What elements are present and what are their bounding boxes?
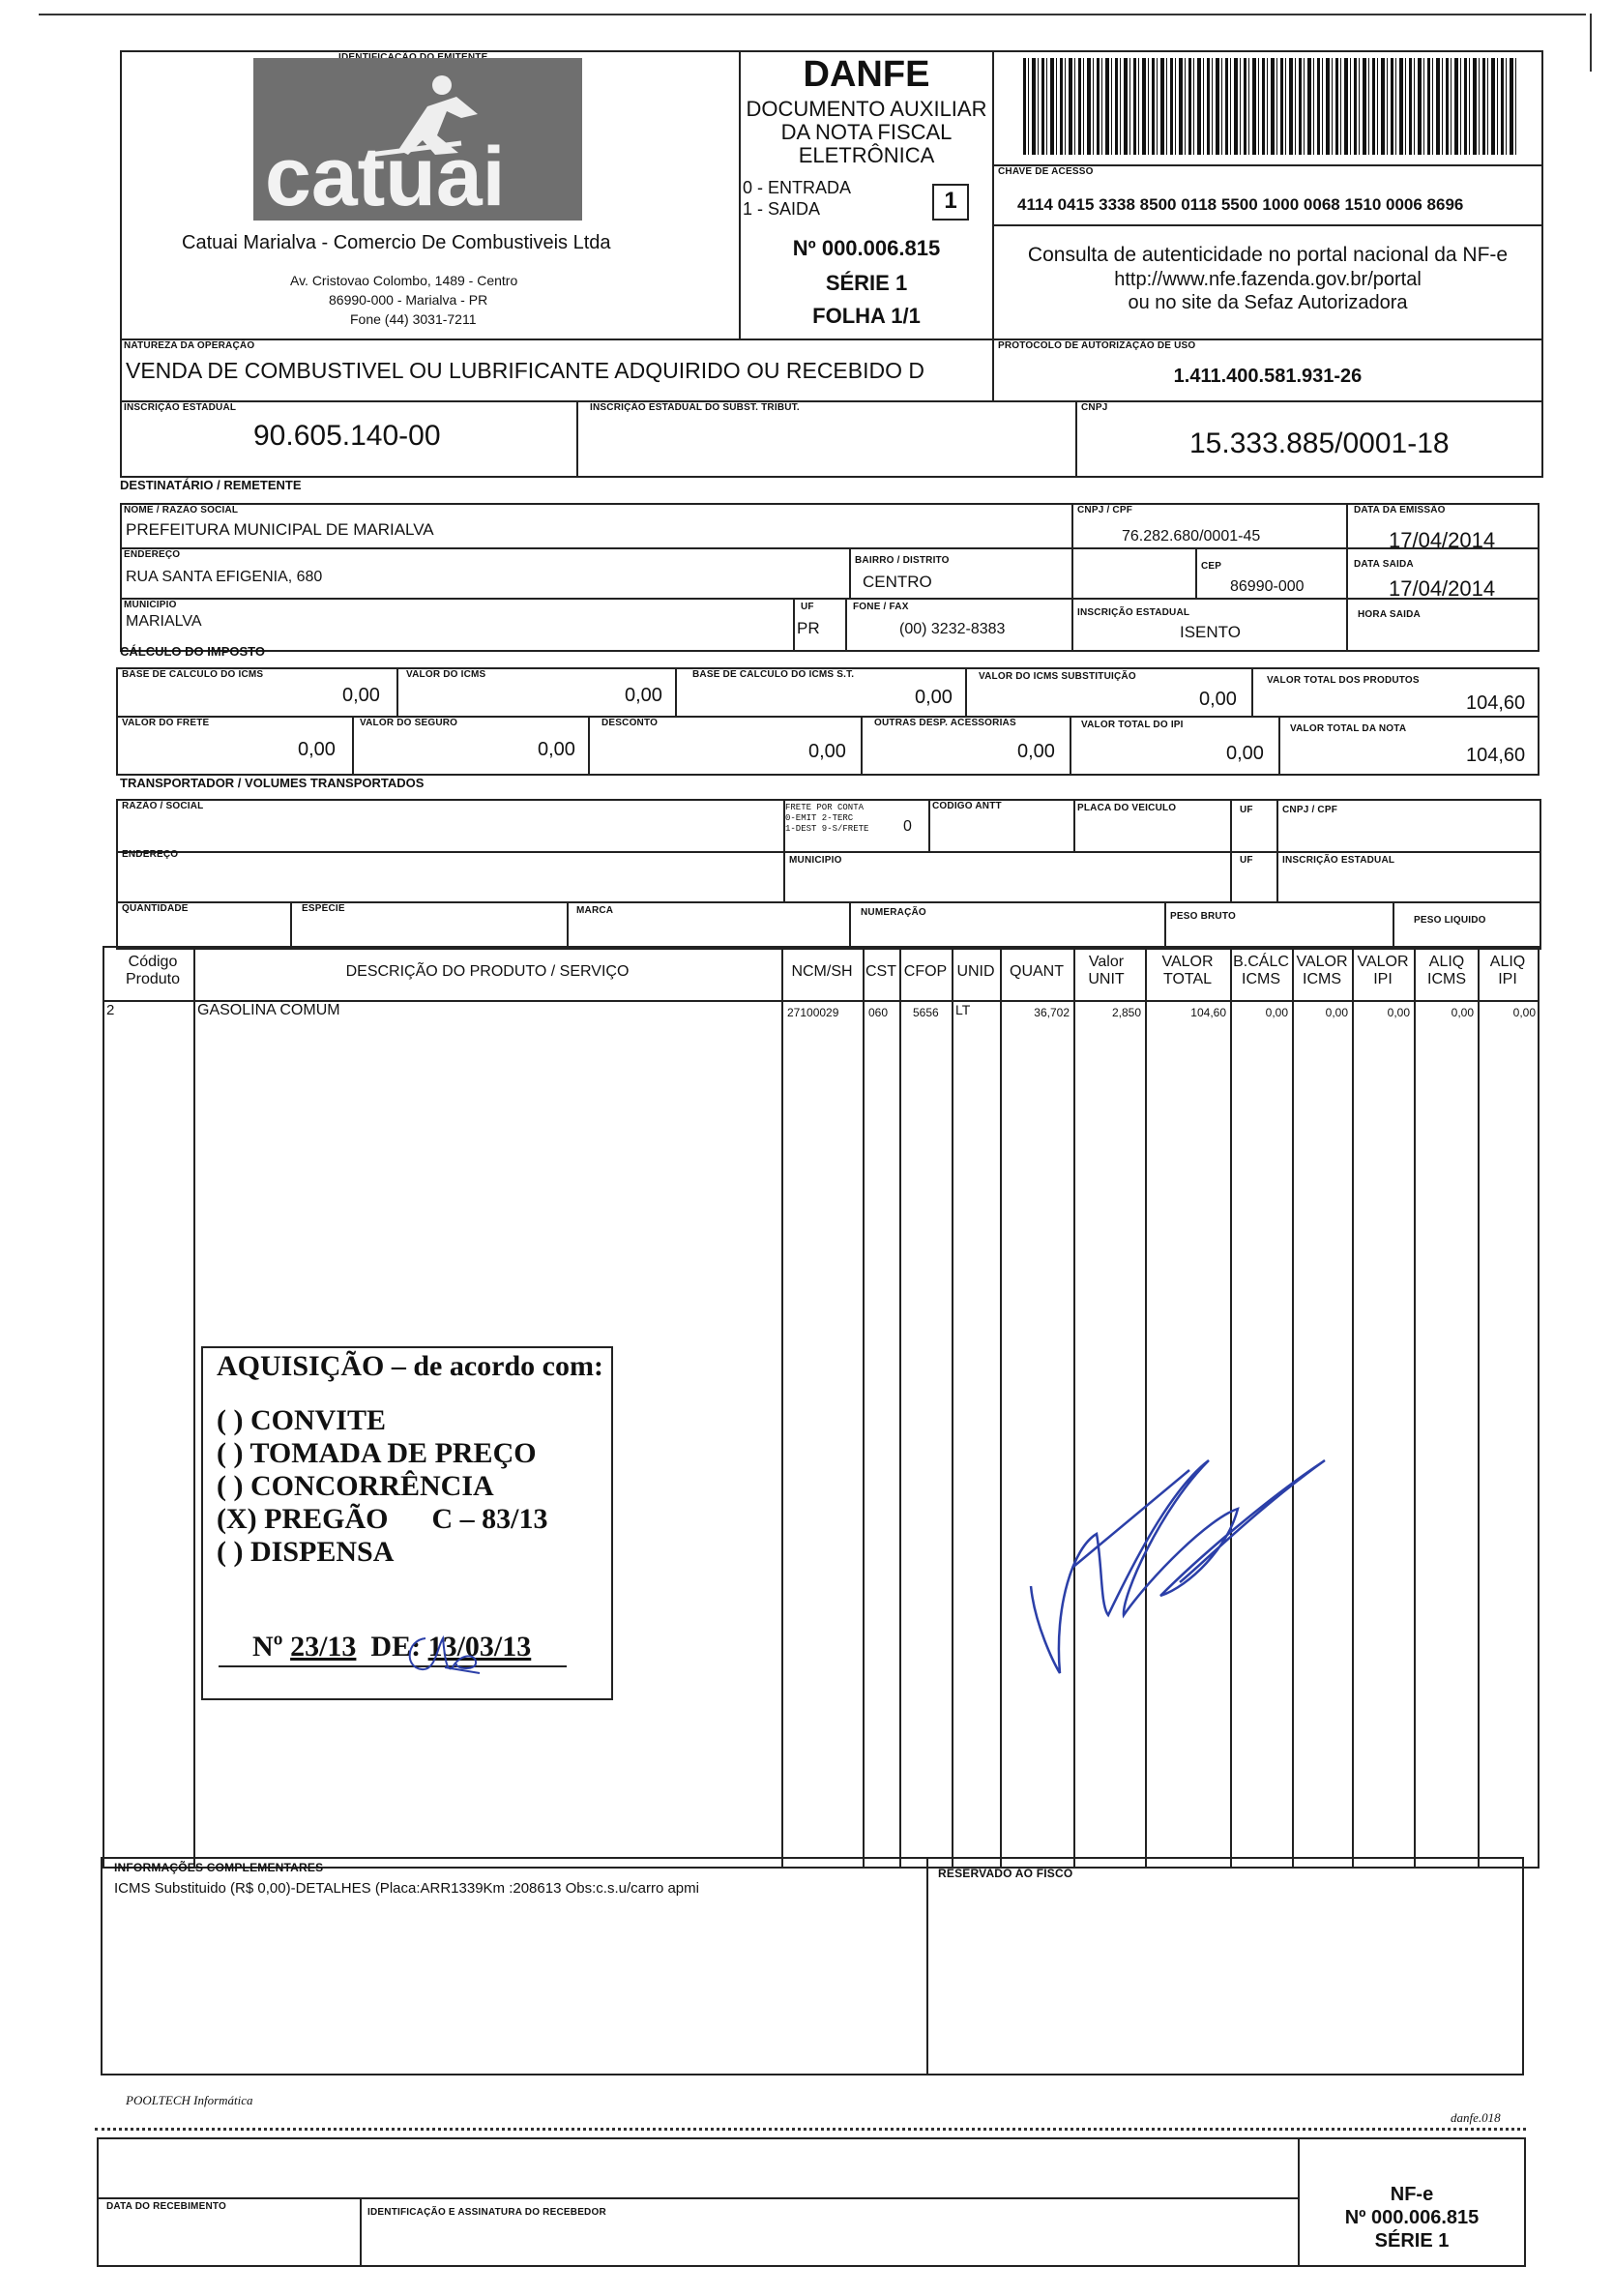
dest-ie-label: INSCRIÇÃO ESTADUAL	[1077, 607, 1190, 618]
th-aliq-ipi: ALIQ IPI	[1489, 954, 1526, 987]
stamp-dispensa: ( ) DISPENSA	[217, 1536, 395, 1568]
emit-cnpj-value: 15.333.885/0001-18	[1189, 427, 1450, 459]
frete-por-conta	[785, 803, 868, 835]
p-col-11	[1352, 946, 1354, 1869]
row-valor-unit: 2,850	[1111, 1006, 1141, 1019]
dest-saida: 17/04/2014	[1389, 576, 1496, 601]
danfe-serie: SÉRIE 1	[825, 271, 908, 295]
protocolo-label: PROTOCOLO DE AUTORIZAÇÃO DE USO	[998, 340, 1196, 351]
p-col-5	[952, 946, 953, 1869]
natureza-label: NATUREZA DA OPERAÇÃO	[124, 340, 255, 351]
dest-row-sep-2	[120, 598, 1540, 600]
imp-c1	[396, 667, 398, 716]
trans-c2	[928, 799, 930, 851]
chave-value: 4114 0415 3338 8500 0118 5500 1000 0068 1510 0006 8696	[1017, 195, 1464, 214]
ie-label: INSCRIÇÃO ESTADUAL	[124, 402, 237, 413]
trans-endereco-label: ENDEREÇO	[122, 849, 179, 860]
initials-handwriting	[387, 1629, 493, 1687]
dest-col-cep	[1195, 547, 1197, 598]
scan-edge-right	[1590, 14, 1592, 72]
trans-c4	[1230, 799, 1232, 903]
vol-c4	[1164, 901, 1166, 950]
danfe-entrada: 0 - ENTRADA	[743, 178, 852, 197]
imposto-row-sep	[116, 716, 1540, 718]
trans-c5	[1276, 799, 1278, 903]
row-cfop: 5656	[913, 1006, 939, 1019]
seguro-label: VALOR DO SEGURO	[360, 718, 458, 728]
imposto-section: CÁLCULO DO IMPOSTO	[120, 644, 265, 659]
dest-fone-label: FONE / FAX	[853, 602, 909, 612]
p-col-1	[193, 946, 195, 1869]
stamp-num-prefix: Nº	[252, 1631, 291, 1663]
row-aliq-icms: 0,00	[1451, 1006, 1474, 1019]
ipi-label: VALOR TOTAL DO IPI	[1081, 720, 1184, 730]
peso-bruto-label: PESO BRUTO	[1170, 911, 1236, 922]
stamp-title: AQUISIÇÃO – de acordo com:	[217, 1350, 603, 1382]
frete-line-1: FRETE POR CONTA	[785, 803, 865, 812]
dest-col-cnpj	[1071, 503, 1073, 652]
dest-nome: PREFEITURA MUNICIPAL DE MARIALVA	[126, 520, 434, 539]
vol-c3	[849, 901, 851, 950]
company-logo	[253, 58, 582, 221]
protocolo-value: 1.411.400.581.931-26	[1173, 366, 1363, 387]
peso-liquido-label: PESO LIQUIDO	[1414, 915, 1486, 926]
info-text: ICMS Substituido (R$ 0,00)-DETALHES (Placa:ARR1339Km :208613 Obs:c.s.u/carro apmi	[114, 1880, 699, 1897]
th-bc-icms: B.CÁLC ICMS	[1233, 954, 1289, 987]
trans-uf-label: UF	[1240, 805, 1253, 815]
ie-st-label: INSCRIÇÃO ESTADUAL DO SUBST. TRIBUT.	[590, 402, 800, 413]
desconto: 0,00	[808, 741, 846, 762]
th-quant: QUANT	[1010, 963, 1064, 980]
emitente-endereco: Av. Cristovao Colombo, 1489 - Centro	[290, 273, 518, 288]
chave-label: CHAVE DE ACESSO	[998, 166, 1094, 177]
imp-d3	[861, 716, 863, 776]
transportador-section: TRANSPORTADOR / VOLUMES TRANSPORTADOS	[120, 776, 425, 790]
row-quant: 36,702	[1034, 1006, 1070, 1019]
qtd-label: QUANTIDADE	[122, 903, 189, 914]
imp-c4	[1251, 667, 1253, 716]
consulta-2: http://www.nfe.fazenda.gov.br/portal	[1114, 269, 1422, 290]
canhoto-numero: Nº 000.006.815	[1344, 2207, 1480, 2228]
natureza-value: VENDA DE COMBUSTIVEL OU LUBRIFICANTE ADQUIRIDO OU RECEBIDO D	[126, 358, 925, 383]
total-nota-label: VALOR TOTAL DA NOTA	[1290, 723, 1407, 734]
trans-razao-label: RAZÃO / SOCIAL	[122, 801, 204, 811]
th-unid: UNID	[956, 963, 995, 980]
dest-uf: PR	[797, 619, 820, 637]
ie-value: 90.605.140-00	[253, 420, 441, 452]
emit-cnpj-label: CNPJ	[1081, 402, 1108, 413]
imp-c2	[675, 667, 677, 716]
antt-label: CODIGO ANTT	[932, 801, 1002, 811]
p-col-6	[1000, 946, 1002, 1869]
th-valor-total: VALOR TOTAL	[1161, 954, 1214, 987]
th-cfop: CFOP	[903, 963, 948, 980]
rec-assinatura-label: IDENTIFICAÇÃO E ASSINATURA DO RECEBEDOR	[367, 2207, 606, 2218]
th-valor-unit: Valor UNIT	[1088, 954, 1125, 987]
trans-row-sep	[116, 851, 1541, 853]
th-descricao: DESCRIÇÃO DO PRODUTO / SERVIÇO	[345, 963, 630, 980]
stamp-concorrencia: ( ) CONCORRÊNCIA	[217, 1470, 494, 1502]
dest-endereco: RUA SANTA EFIGENIA, 680	[126, 569, 323, 585]
frete-line-3: 1-DEST 9-S/FRETE	[785, 824, 869, 834]
destinatario-section: DESTINATÁRIO / REMETENTE	[120, 478, 302, 492]
dest-bairro: CENTRO	[863, 573, 932, 591]
danfe-tipo: 1	[944, 188, 957, 214]
row-valor-total: 104,60	[1190, 1006, 1226, 1019]
placa-label: PLACA DO VEICULO	[1077, 803, 1177, 813]
bc-st: 0,00	[915, 687, 953, 708]
dest-fone: (00) 3232-8383	[899, 621, 1006, 637]
trans-c3	[1073, 799, 1075, 851]
total-prod-label: VALOR TOTAL DOS PRODUTOS	[1267, 675, 1420, 686]
danfe-subtitle-2: DA NOTA FISCAL	[780, 120, 953, 144]
dest-cnpj: 76.282.680/0001-45	[1122, 528, 1261, 545]
vol-c1	[290, 901, 292, 950]
frete-line-2: 0-EMIT 2-TERC	[785, 813, 854, 823]
p-col-4	[899, 946, 901, 1869]
dest-emissao: 17/04/2014	[1389, 528, 1496, 552]
stamp-num: 23/13	[290, 1631, 357, 1663]
imp-d2	[588, 716, 590, 776]
total-nota: 104,60	[1466, 745, 1526, 766]
scan-edge-top	[39, 14, 1586, 15]
especie-label: ESPÉCIE	[302, 903, 345, 914]
bc-st-label: BASE DE CALCULO DO ICMS S.T.	[692, 669, 855, 680]
dest-cep: 86990-000	[1230, 578, 1305, 595]
ipi: 0,00	[1226, 743, 1264, 764]
danfe-subtitle-1: DOCUMENTO AUXILIAR	[746, 97, 987, 121]
stamp-de: DE:	[356, 1631, 428, 1663]
trans-ie-label: INSCRIÇÃO ESTADUAL	[1282, 855, 1395, 866]
runner-logo-icon	[253, 58, 582, 221]
outras: 0,00	[1017, 741, 1055, 762]
trans-municipio-label: MUNICIPIO	[789, 855, 842, 866]
icms-st: 0,00	[1199, 689, 1237, 710]
danfe-numero: Nº 000.006.815	[792, 236, 941, 260]
chave-sep-2	[992, 224, 1543, 226]
th-cst: CST	[865, 963, 896, 980]
th-ncm: NCM/SH	[791, 963, 853, 980]
dest-bairro-label: BAIRRO / DISTRITO	[855, 555, 950, 566]
row-bc-icms: 0,00	[1265, 1006, 1288, 1019]
stamp-convite: ( ) CONVITE	[217, 1404, 387, 1436]
icms-st-label: VALOR DO ICMS SUBSTITUIÇÃO	[979, 671, 1136, 682]
danfe-subtitle-3: ELETRÔNICA	[798, 143, 935, 167]
form-code: danfe.018	[1451, 2110, 1501, 2125]
row-aliq-ipi: 0,00	[1512, 1006, 1536, 1019]
emitente-cidade: 86990-000 - Marialva - PR	[329, 292, 488, 308]
ie-sep-1	[576, 400, 578, 478]
th-codigo: Código Produto	[125, 954, 181, 987]
stamp-data: 13/03/13	[427, 1631, 532, 1663]
marca-label: MARCA	[576, 905, 614, 916]
rec-col-1	[360, 2197, 362, 2267]
dest-col-bairro	[849, 547, 851, 598]
consulta-1: Consulta de autenticidade no portal nacional da NF-e	[1027, 244, 1509, 266]
imp-d1	[352, 716, 354, 776]
th-valor-icms: VALOR ICMS	[1296, 954, 1348, 987]
dest-emissao-label: DATA DA EMISSÃO	[1354, 505, 1446, 515]
vol-c5	[1393, 901, 1394, 950]
p-col-2	[781, 946, 783, 1869]
danfe-saida: 1 - SAIDA	[743, 199, 821, 219]
row-codigo: 2	[106, 1002, 115, 1018]
dest-hora-label: HORA SAIDA	[1358, 609, 1421, 620]
dest-row-sep-1	[120, 547, 1540, 549]
barcode	[1023, 58, 1516, 155]
total-prod: 104,60	[1466, 692, 1526, 714]
outras-label: OUTRAS DESP. ACESSORIAS	[874, 718, 1016, 728]
row-unid: LT	[955, 1002, 971, 1017]
dest-nome-label: NOME / RAZÃO SOCIAL	[124, 505, 239, 515]
dest-cep-label: CEP	[1201, 561, 1222, 572]
consulta-3: ou no site da Sefaz Autorizadora	[1128, 292, 1408, 313]
trans-uf2-label: UF	[1240, 855, 1253, 866]
imp-d4	[1070, 716, 1071, 776]
p-col-3	[863, 946, 865, 1869]
canhoto-nfe: NF-e	[1390, 2184, 1434, 2205]
danfe-folha: FOLHA 1/1	[812, 304, 921, 328]
imp-d5	[1278, 716, 1280, 776]
danfe-title: DANFE	[803, 54, 930, 95]
dest-uf-label: UF	[801, 602, 814, 612]
software-credit: POOLTECH Informática	[126, 2093, 253, 2107]
dest-municipio: MARIALVA	[126, 613, 202, 630]
frete-value: 0	[903, 818, 912, 835]
signature	[1015, 1354, 1344, 1683]
canhoto-serie: SÉRIE 1	[1374, 2230, 1450, 2252]
dest-cnpj-label: CNPJ / CPF	[1077, 505, 1133, 515]
row-valor-ipi: 0,00	[1387, 1006, 1410, 1019]
row-descricao: GASOLINA COMUM	[197, 1002, 340, 1018]
bc-icms-label: BASE DE CALCULO DO ICMS	[122, 669, 264, 680]
stamp-tomada: ( ) TOMADA DE PREÇO	[217, 1437, 537, 1469]
frete: 0,00	[298, 739, 336, 760]
desconto-label: DESCONTO	[601, 718, 659, 728]
row-cst: 060	[868, 1006, 889, 1019]
row-valor-icms: 0,00	[1325, 1006, 1348, 1019]
fisco-label: RESERVADO AO FISCO	[938, 1867, 1073, 1880]
frete-label: VALOR DO FRETE	[122, 718, 210, 728]
p-col-13	[1478, 946, 1480, 1869]
info-sep	[926, 1857, 928, 2075]
dest-saida-label: DATA SAIDA	[1354, 559, 1414, 570]
svg-text:catuai: catuai	[265, 131, 506, 221]
vol-c2	[567, 901, 569, 950]
info-label: INFORMAÇÕES COMPLEMENTARES	[114, 1861, 324, 1874]
th-aliq-icms: ALIQ ICMS	[1427, 954, 1466, 987]
p-col-12	[1414, 946, 1416, 1869]
dest-col-uf	[793, 598, 795, 652]
imp-c3	[965, 667, 967, 716]
dest-col-fone	[845, 598, 847, 652]
dest-endereco-label: ENDEREÇO	[124, 549, 181, 560]
dest-municipio-label: MUNICIPIO	[124, 600, 177, 610]
row-ncm: 27100029	[787, 1006, 839, 1019]
numeracao-label: NUMERAÇÃO	[861, 907, 926, 918]
ie-sep-2	[1075, 400, 1077, 478]
icms-label: VALOR DO ICMS	[406, 669, 486, 680]
bc-icms: 0,00	[342, 685, 380, 706]
th-valor-ipi: VALOR IPI	[1357, 954, 1409, 987]
emitente-nome: Catuai Marialva - Comercio De Combustiveis Ltda	[182, 232, 611, 253]
icms: 0,00	[625, 685, 662, 706]
rec-sep	[97, 2197, 1298, 2199]
dest-ie: ISENTO	[1180, 623, 1241, 641]
emitente-fone: Fone (44) 3031-7211	[350, 311, 477, 327]
seguro: 0,00	[538, 739, 575, 760]
rec-data-label: DATA DO RECEBIMENTO	[106, 2201, 226, 2212]
stamp-pregao: (X) PREGÃO C – 83/13	[217, 1503, 548, 1535]
trans-cnpj-label: CNPJ / CPF	[1282, 805, 1338, 815]
dotted-cut-line	[95, 2128, 1526, 2131]
dest-col-data	[1346, 503, 1348, 652]
